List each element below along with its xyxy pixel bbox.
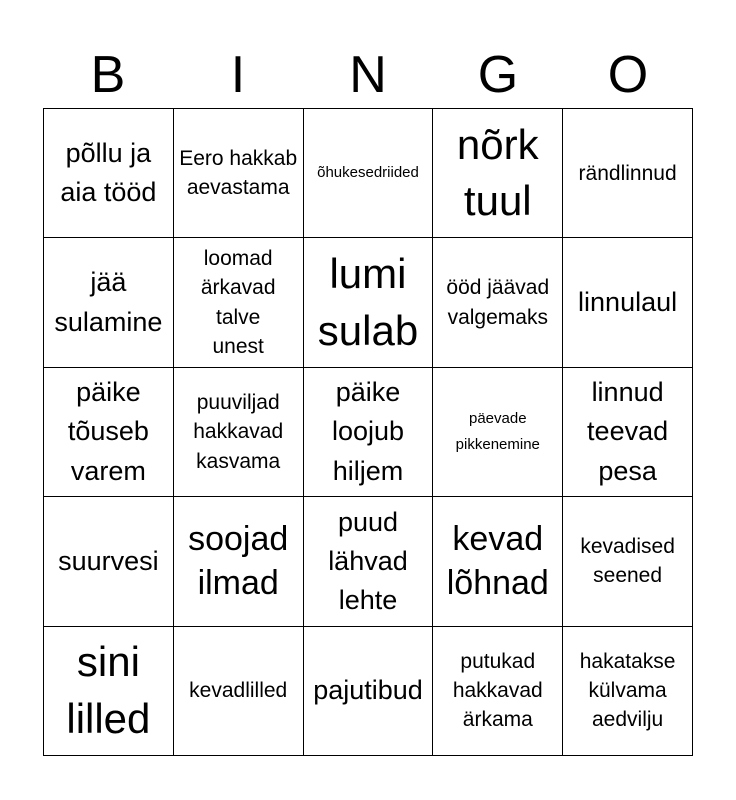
bingo-cell[interactable] (304, 368, 434, 497)
bingo-cell[interactable] (433, 497, 563, 626)
bingo-cell[interactable] (174, 109, 304, 238)
header-letter-n: N (349, 46, 387, 104)
cell-text: linnud teevad pesa (587, 377, 669, 486)
bingo-cell[interactable] (563, 109, 693, 238)
bingo-cell[interactable] (44, 109, 174, 238)
bingo-cell[interactable] (174, 238, 304, 367)
bingo-cell[interactable] (563, 238, 693, 367)
bingo-cell[interactable] (44, 627, 174, 756)
bingo-cell[interactable] (174, 627, 304, 756)
cell-text: Eero hakkab aevastama (179, 146, 298, 200)
cell-text: kevad lõhnad (446, 520, 549, 603)
bingo-cell[interactable] (433, 238, 563, 367)
bingo-cell[interactable] (304, 497, 434, 626)
bingo-cell[interactable] (433, 627, 563, 756)
cell-text: sini lilled (66, 638, 151, 742)
bingo-cell[interactable] (433, 368, 563, 497)
cell-text: putukad hakkavad ärkama (452, 649, 543, 732)
cell-text: jää sulamine (54, 267, 163, 337)
bingo-cell[interactable] (433, 109, 563, 238)
bingo-cell[interactable] (44, 497, 174, 626)
header-letter-g: G (477, 46, 519, 104)
cell-text: linnulaul (578, 287, 678, 318)
cell-text: kevadised seened (580, 535, 675, 588)
bingo-cell[interactable] (174, 368, 304, 497)
bingo-cell[interactable] (304, 109, 434, 238)
cell-text: kevadlilled (189, 679, 288, 703)
bingo-cell[interactable] (174, 497, 304, 626)
bingo-cell[interactable] (563, 368, 693, 497)
cell-text: hakatakse külvama aedvilju (579, 649, 676, 732)
cell-text: puud lähvad lehte (328, 506, 408, 615)
bingo-cell[interactable] (563, 627, 693, 756)
cell-text: päevade pikkenemine (455, 410, 540, 453)
header-letter-o: O (607, 46, 649, 104)
bingo-cell[interactable] (304, 238, 434, 367)
cell-text: pajutibud (313, 675, 423, 706)
cell-text: suurvesi (58, 545, 159, 576)
cell-text: lumi sulab (317, 249, 419, 354)
bingo-cell[interactable] (563, 497, 693, 626)
bingo-cell[interactable] (304, 627, 434, 756)
bingo-header (43, 42, 693, 108)
cell-text: ööd jäävad valgemaks (446, 276, 550, 329)
cell-text: nõrk tuul (456, 120, 539, 225)
cell-text: rändlinnud (578, 161, 677, 185)
cell-text: päike loojub hiljem (331, 377, 405, 486)
cell-text: päike tõuseb varem (67, 377, 149, 486)
cell-text: loomad ärkavad talve unest (200, 246, 276, 358)
bingo-cell[interactable] (44, 238, 174, 367)
header-letter-b: B (90, 46, 126, 104)
cell-text: soojad ilmad (188, 520, 289, 603)
header-letter-i: I (230, 46, 246, 104)
bingo-cell[interactable] (44, 368, 174, 497)
cell-text: puuviljad hakkavad kasvama (193, 390, 284, 473)
cell-text: põllu ja aia tööd (60, 138, 157, 208)
cell-text: õhukesedriided (317, 164, 419, 182)
bingo-board (43, 108, 693, 756)
